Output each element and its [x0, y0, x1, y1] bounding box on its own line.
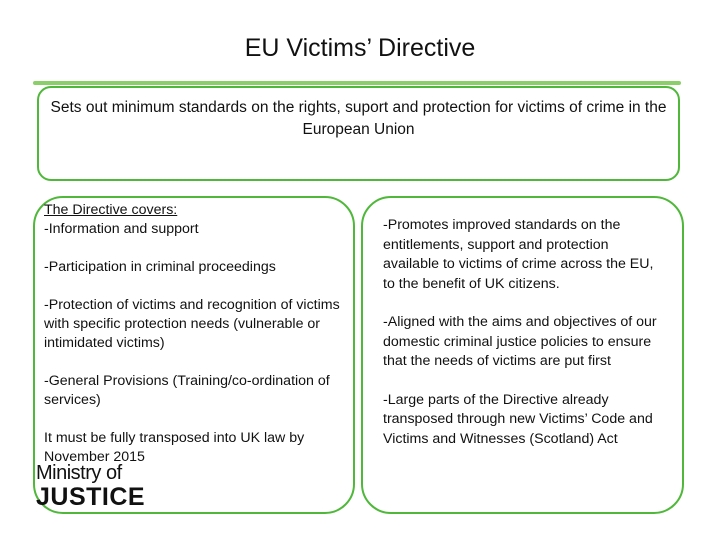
- coverage-heading: The Directive covers:: [44, 202, 178, 218]
- logo-line-1: Ministry of: [36, 462, 122, 484]
- title-divider: [33, 81, 681, 85]
- coverage-list: [44, 201, 344, 467]
- coverage-item: -Information and support: [44, 221, 199, 237]
- ministry-of-justice-logo: [36, 462, 156, 510]
- benefit-item: -Aligned with the aims and objectives of our domestic criminal justice policies to ensure that the needs of victims are put first: [383, 314, 657, 369]
- benefits-list: [383, 216, 668, 468]
- coverage-item: -Participation in criminal proceedings: [44, 259, 276, 275]
- coverage-item: -Protection of victims and recognition of victims with specific protection needs (vulnerable or intimidated victims): [44, 297, 340, 351]
- benefit-item: -Large parts of the Directive already transposed through new Victims’ Code and Victims and Witnesses (Scotland) Act: [383, 391, 653, 447]
- summary-text: Sets out minimum standards on the rights, suport and protection for victims of crime in the European Union: [50, 99, 667, 138]
- coverage-item: -General Provisions (Training/co-ordination of services): [44, 373, 330, 408]
- logo-line-2: JUSTICE: [36, 483, 146, 511]
- benefit-item: -Promotes improved standards on the entitlements, support and protection available to victims of crime across the EU, to the benefit of UK citizens.: [383, 217, 654, 292]
- summary-box: [37, 86, 680, 181]
- page-title: EU Victims’ Directive: [244, 34, 476, 62]
- transposition-note: It must be fully transposed into UK law by November 2015: [44, 430, 305, 465]
